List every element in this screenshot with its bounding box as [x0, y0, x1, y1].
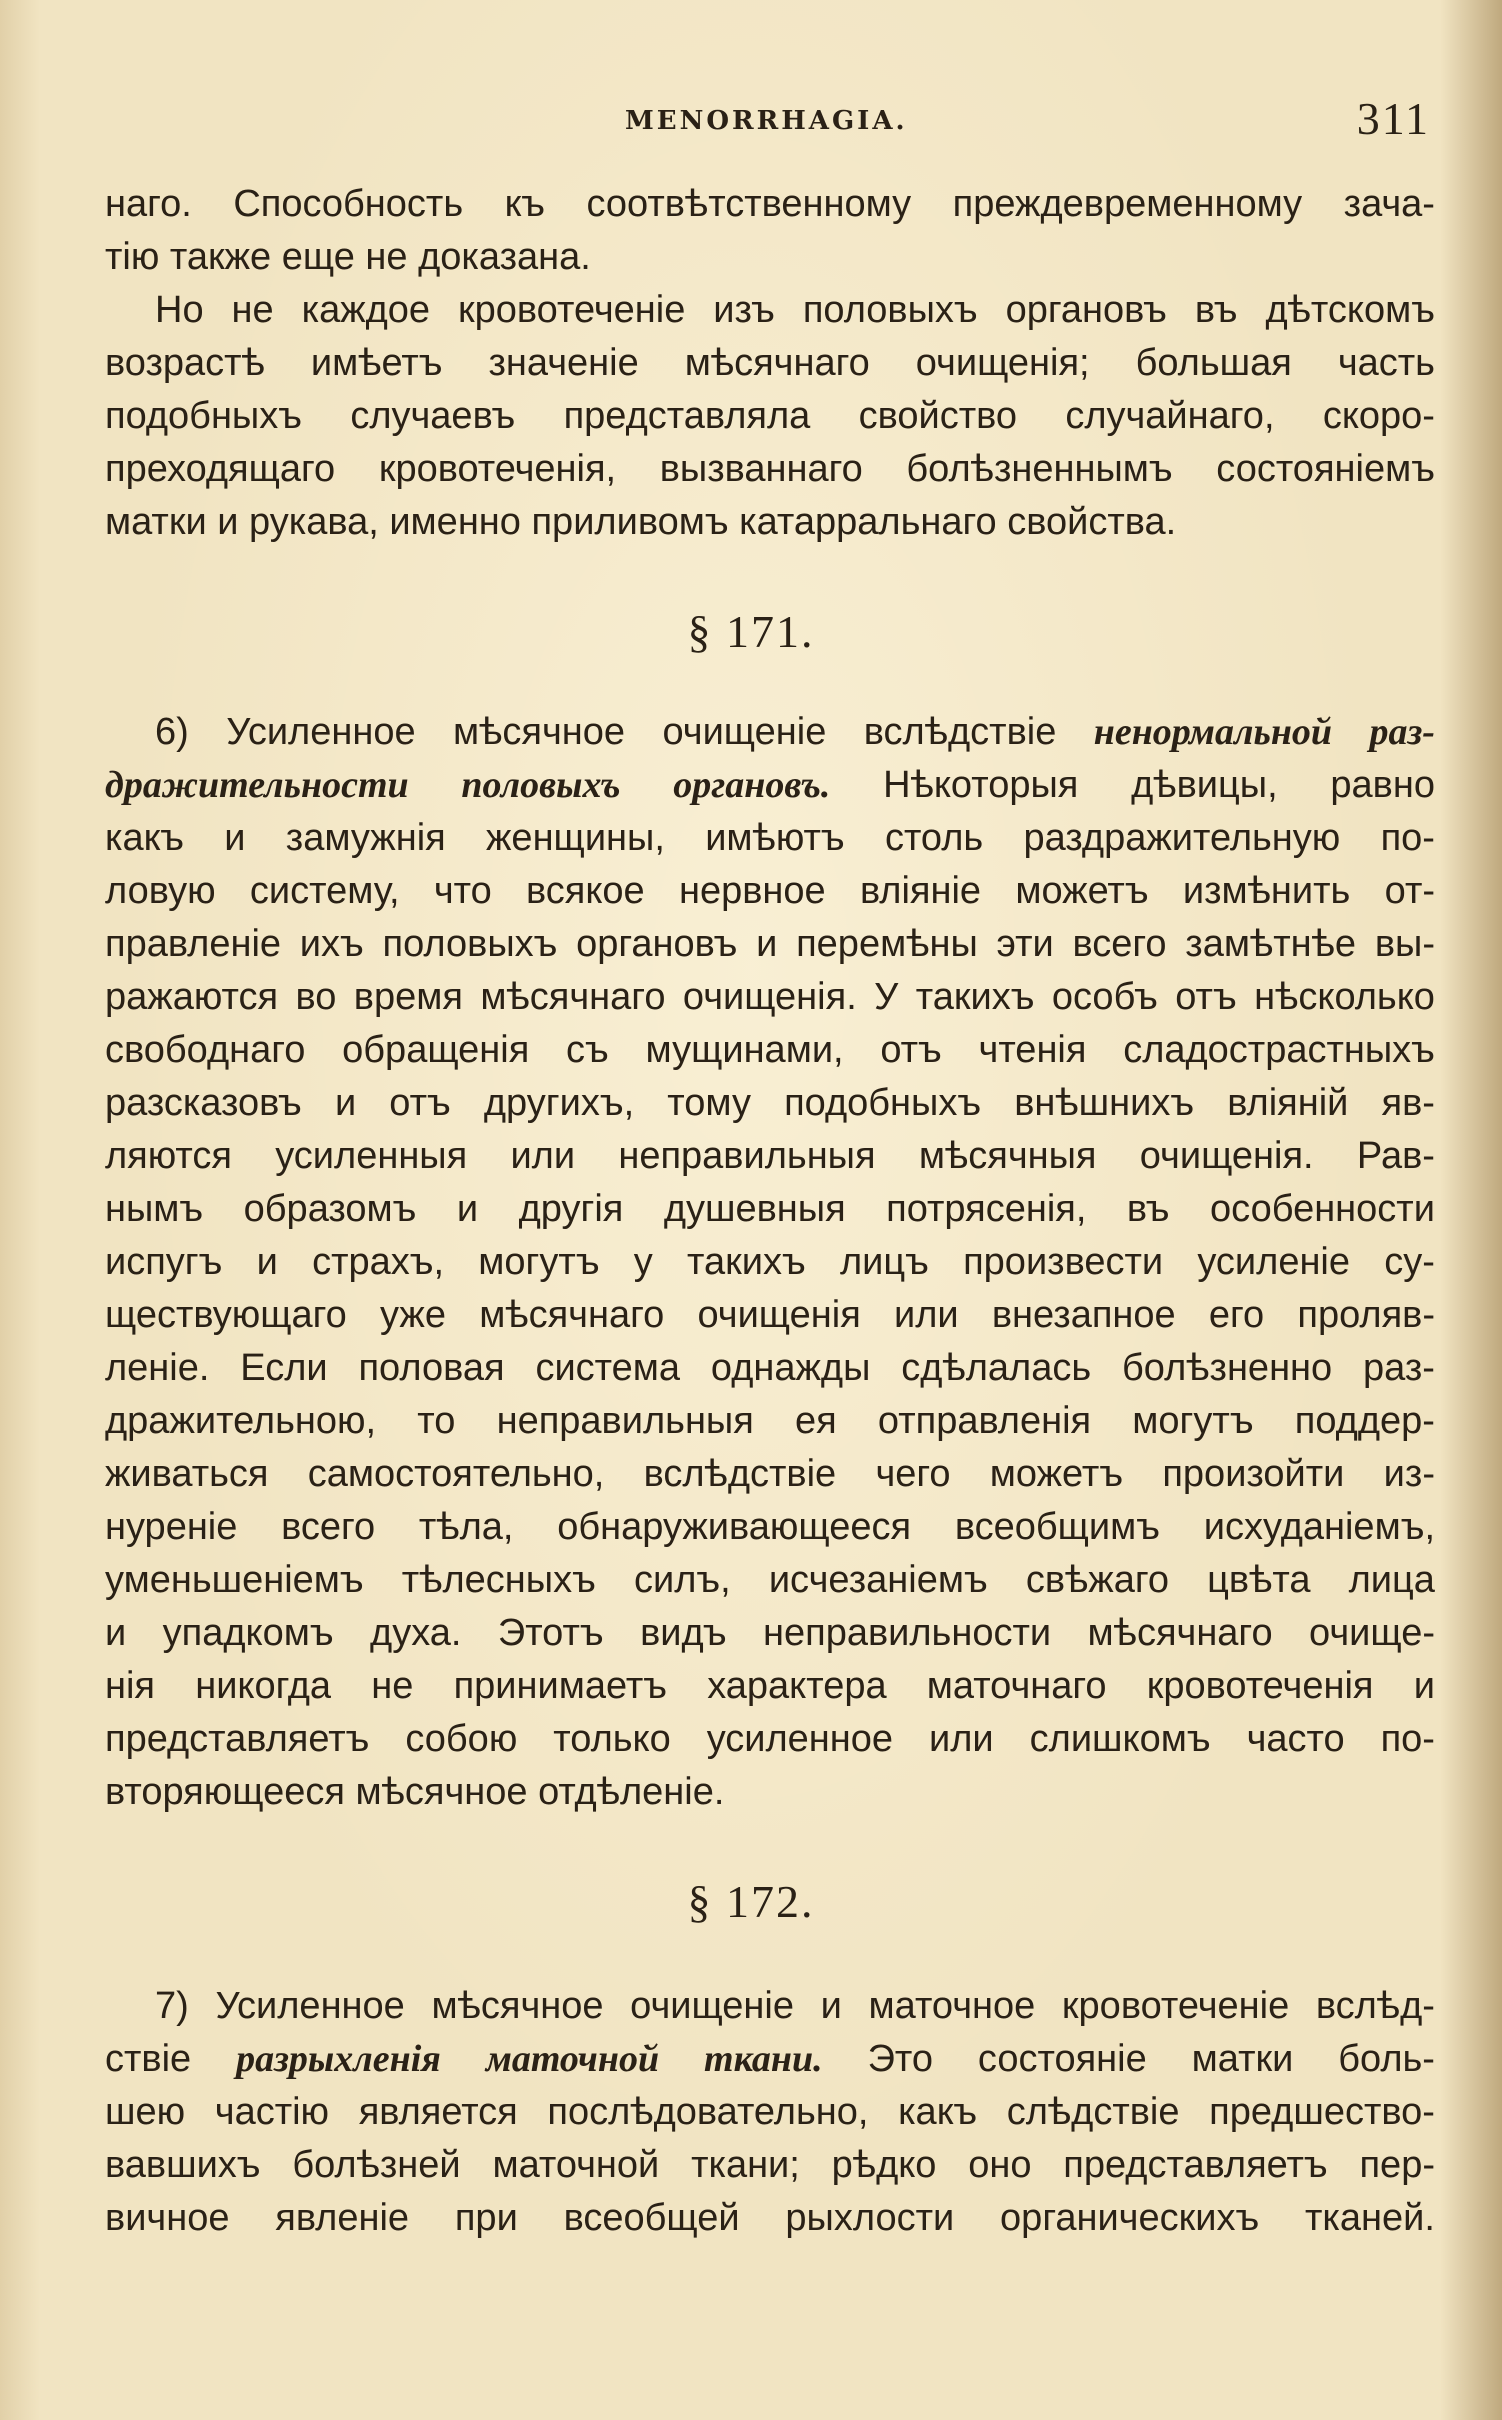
word: мѣсячныя [918, 1135, 1097, 1177]
text-line [105, 1289, 1435, 1342]
word: зача- [1343, 183, 1435, 225]
word: всего [1072, 923, 1167, 965]
word: скоро- [1322, 395, 1435, 437]
word: подобныхъ [105, 395, 302, 437]
word: яв- [1381, 1082, 1435, 1124]
word: лица [1348, 1559, 1435, 1601]
word: дѣтскомъ [1265, 289, 1435, 331]
word: явленіе [275, 2197, 410, 2239]
word: су- [1384, 1241, 1435, 1283]
word: особенности [1210, 1188, 1435, 1230]
text-line [105, 812, 1435, 865]
word: такихъ [915, 976, 1035, 1018]
text-line [105, 1077, 1435, 1130]
word: упадкомъ [162, 1612, 334, 1654]
word: ществующаго [105, 1294, 347, 1336]
word: Но [155, 289, 204, 331]
word: вліяній [1227, 1082, 1349, 1124]
word: вызваннаго [659, 448, 863, 490]
text-line [105, 2139, 1435, 2192]
word: систему, [249, 870, 400, 912]
word: всеобщей [563, 2197, 740, 2239]
paragraph-item-7 [105, 1980, 1435, 2245]
word: ловую [105, 870, 216, 912]
word: маточнаго [926, 1665, 1107, 1707]
word: большая [1135, 342, 1292, 384]
word: чтенія [978, 1029, 1087, 1071]
text-line: вторяющееся мѣсячное отдѣленіе. [105, 1771, 725, 1813]
word: леніе. [105, 1347, 210, 1389]
word: лицъ [839, 1241, 929, 1283]
word: отъ [1175, 976, 1237, 1018]
word: вичное [105, 2197, 230, 2239]
text-line [105, 1713, 1435, 1766]
word: не [371, 1665, 414, 1707]
running-header [105, 92, 1430, 152]
word: могутъ [478, 1241, 600, 1283]
word: кровотеченіе [1061, 1985, 1290, 2027]
word: Если [240, 1347, 328, 1389]
text-line [105, 1448, 1435, 1501]
text-line [105, 178, 1435, 231]
word: у [633, 1241, 653, 1283]
word: значеніе [488, 342, 639, 384]
word: духа. [370, 1612, 462, 1654]
word: и [105, 1612, 127, 1654]
word: послѣдовательно, [547, 2091, 869, 2133]
word: нуреніе [105, 1506, 238, 1548]
word: съ [566, 1029, 609, 1071]
word: неправильныя [496, 1400, 754, 1442]
word: половыхъ [382, 923, 558, 965]
text-line [105, 1660, 1435, 1713]
word: болѣзней [292, 2144, 461, 2186]
word: однажды [710, 1347, 871, 1389]
word: имѣетъ [310, 342, 443, 384]
word: образомъ [243, 1188, 417, 1230]
paragraph-continuation [105, 178, 1435, 284]
word: исчезаніемъ [768, 1559, 988, 1601]
word: его [1208, 1294, 1265, 1336]
word: къ [504, 183, 545, 225]
word: что [433, 870, 492, 912]
word: изъ [713, 289, 775, 331]
word: внезапное [991, 1294, 1176, 1336]
word: случайнаго, [1065, 395, 1275, 437]
word: только [553, 1718, 671, 1760]
word: страхъ, [312, 1241, 445, 1283]
word: предшество- [1209, 2091, 1435, 2133]
word: кровотеченія [1146, 1665, 1374, 1707]
word: ражаются [105, 976, 279, 1018]
word: мущинами, [645, 1029, 844, 1071]
word: вы- [1374, 923, 1435, 965]
word: другихъ, [483, 1082, 635, 1124]
text-line [105, 284, 1435, 337]
section-heading-171: § 171. [687, 606, 815, 657]
word: такихъ [687, 1241, 806, 1283]
word: маточное [868, 1985, 1036, 2027]
word: можетъ [989, 1453, 1124, 1495]
word: ткани; [691, 2144, 800, 2186]
text-line [105, 918, 1435, 971]
word: болѣзненно [1122, 1347, 1333, 1389]
word: раз- [1363, 1347, 1435, 1389]
word: видъ [640, 1612, 727, 1654]
word: дражительною, [105, 1400, 377, 1442]
text-line [105, 971, 1435, 1024]
word: рѣдко [831, 2144, 937, 2186]
word: могутъ [1132, 1400, 1254, 1442]
word: каждое [301, 289, 431, 331]
word: ляются [105, 1135, 232, 1177]
word: вслѣдствіе [643, 1453, 837, 1495]
word: сладострастныхъ [1123, 1029, 1435, 1071]
paragraph-childhood-bleeding [105, 284, 1435, 549]
word: преждевременному [952, 183, 1303, 225]
word: имѣютъ [705, 817, 845, 859]
word: очищенія [697, 1294, 861, 1336]
word: система [535, 1347, 681, 1389]
word: слѣдствіе [1006, 2091, 1180, 2133]
text-line [105, 865, 1435, 918]
word: разсказовъ [105, 1082, 302, 1124]
word: представляла [563, 395, 811, 437]
word: произойти [1162, 1453, 1345, 1495]
word: неправильныя [618, 1135, 876, 1177]
word: состояніемъ [1216, 448, 1435, 490]
text-line [105, 1183, 1435, 1236]
text-line [105, 1607, 1435, 1660]
word: органическихъ [1000, 2197, 1260, 2239]
word: нымъ [105, 1188, 204, 1230]
text-line: дражительности половыхъ органовъ. Нѣкоторыя дѣвицы, равно [105, 764, 1435, 806]
word: случаевъ [350, 395, 516, 437]
word: органовъ [576, 923, 738, 965]
word: соотвѣтственному [586, 183, 912, 225]
text-line [105, 337, 1435, 390]
text-line [105, 1342, 1435, 1395]
text-line [105, 2192, 1435, 2245]
word: и [756, 923, 778, 965]
text-line [105, 443, 1435, 496]
word: обращенія [342, 1029, 530, 1071]
word: Усиленное [215, 1985, 405, 2027]
word: потрясенія, [886, 1188, 1087, 1230]
word: из- [1383, 1453, 1435, 1495]
word: слишкомъ [1029, 1718, 1211, 1760]
text-line: 6) Усиленное мѣсячное очищеніе вслѣдствіе ненормальной раз- [155, 711, 1435, 753]
word: часто [1246, 1718, 1345, 1760]
word: маточной [492, 2144, 660, 2186]
word: органовъ [1005, 289, 1167, 331]
word: въ [1126, 1188, 1170, 1230]
word: и [1413, 1665, 1435, 1707]
word: Этотъ [497, 1612, 604, 1654]
word: или [929, 1718, 994, 1760]
word: мѣсячнаго [479, 1294, 665, 1336]
word: очищенія. [682, 976, 857, 1018]
word: подобныхъ [784, 1082, 982, 1124]
word: Рав- [1356, 1135, 1435, 1177]
word: свѣжаго [1025, 1559, 1170, 1601]
word: усиленіе [1197, 1241, 1351, 1283]
word: принимаетъ [453, 1665, 667, 1707]
word: замужнія [285, 817, 446, 859]
word: представляетъ [1063, 2144, 1328, 2186]
word: замѣтнѣе [1185, 923, 1357, 965]
word: усиленное [706, 1718, 894, 1760]
word: и [256, 1241, 278, 1283]
word: нервное [678, 870, 826, 912]
word: въ [1194, 289, 1238, 331]
word: болѣзненнымъ [906, 448, 1173, 490]
word: шею [105, 2091, 186, 2133]
text-line: матки и рукава, именно приливомъ катарральнаго свойства. [105, 501, 1177, 543]
word: чего [875, 1453, 951, 1495]
word: наго. [105, 183, 192, 225]
word: живаться [105, 1453, 269, 1495]
word: усиленныя [275, 1135, 468, 1177]
word: уменьшеніемъ [105, 1559, 364, 1601]
text-line: тію также еще не доказана. [105, 236, 591, 278]
word: эти [996, 923, 1054, 965]
text-line [105, 1554, 1435, 1607]
word: Способность [233, 183, 464, 225]
word: никогда [195, 1665, 332, 1707]
text-line: ствіе разрыхленія маточной ткани. Это состояніе матки боль- [105, 2038, 1435, 2080]
word: нѣсколько [1254, 976, 1435, 1018]
word: тому [667, 1082, 751, 1124]
word: преходящаго [105, 448, 336, 490]
word: раздражительную [1023, 817, 1341, 859]
word: или [510, 1135, 576, 1177]
word: силъ, [633, 1559, 731, 1601]
word: У [874, 976, 899, 1018]
word: правленіе [105, 923, 282, 965]
word: пер- [1359, 2144, 1435, 2186]
word: сдѣлалась [901, 1347, 1092, 1389]
word: вслѣд- [1315, 1985, 1435, 2027]
word: всего [281, 1506, 376, 1548]
word: часть [1337, 342, 1435, 384]
word: какъ [105, 817, 184, 859]
word: возрастѣ [105, 342, 265, 384]
word: уже [380, 1294, 446, 1336]
word: оно [968, 2144, 1032, 2186]
word: вавшихъ [105, 2144, 261, 2186]
word: собою [405, 1718, 518, 1760]
word: при [454, 2197, 518, 2239]
word: во [295, 976, 337, 1018]
word: кровотеченіе [458, 289, 686, 331]
word: всеобщимъ [954, 1506, 1160, 1548]
word: перемѣны [796, 923, 978, 965]
section-heading-172: § 172. [687, 1876, 815, 1927]
text-line [105, 390, 1435, 443]
word: и [820, 1985, 842, 2027]
word: рыхлости [785, 2197, 955, 2239]
text-line [105, 2086, 1435, 2139]
word: по- [1380, 1718, 1435, 1760]
word: можетъ [1015, 870, 1149, 912]
word: или [893, 1294, 959, 1336]
word: другія [518, 1188, 624, 1230]
word: неправильности [763, 1612, 1052, 1654]
word: 7) [155, 1985, 189, 2027]
word: кровотеченія, [378, 448, 617, 490]
word: мѣсячнаго [1087, 1612, 1273, 1654]
paragraph-item-6 [105, 706, 1435, 1819]
word: цвѣта [1207, 1559, 1311, 1601]
word: и [456, 1188, 479, 1230]
word: очищеніе [630, 1985, 794, 2027]
word: от- [1384, 870, 1435, 912]
word: мѣсячнаго [684, 342, 870, 384]
word: ея [795, 1400, 837, 1442]
word: отъ [880, 1029, 942, 1071]
word: обнаруживающееся [557, 1506, 912, 1548]
word: время [353, 976, 463, 1018]
word: какъ [898, 2091, 978, 2133]
word: половыхъ [802, 289, 978, 331]
word: тканей. [1305, 2197, 1435, 2239]
word: всякое [526, 870, 645, 912]
word: то [417, 1400, 456, 1442]
word: самостоятельно, [307, 1453, 605, 1495]
word: очищенія. [1139, 1135, 1314, 1177]
word: свойство [858, 395, 1017, 437]
word: особъ [1051, 976, 1158, 1018]
word: испугъ [105, 1241, 223, 1283]
word: нія [105, 1665, 156, 1707]
word: произвести [963, 1241, 1164, 1283]
word: отъ [389, 1082, 451, 1124]
running-title: MENORRHAGIA. [625, 106, 908, 136]
word: вліяніе [859, 870, 982, 912]
word: мѣсячнаго [480, 976, 666, 1018]
word: не [231, 289, 274, 331]
text-line [105, 1024, 1435, 1077]
word: душевныя [663, 1188, 846, 1230]
word: и [334, 1082, 357, 1124]
word: внѣшнихъ [1014, 1082, 1195, 1124]
word: мѣсячное [431, 1985, 604, 2027]
text-line [105, 1395, 1435, 1448]
word: представляетъ [105, 1718, 370, 1760]
word: столь [884, 817, 984, 859]
word: и [224, 817, 246, 859]
text-line [105, 1501, 1435, 1554]
word: поддер- [1294, 1400, 1435, 1442]
text-line [105, 1130, 1435, 1183]
word: ихъ [299, 923, 364, 965]
word: тѣла, [418, 1506, 514, 1548]
word: отправленія [877, 1400, 1092, 1442]
word: тѣлесныхъ [401, 1559, 596, 1601]
word: характера [707, 1665, 887, 1707]
text-line [105, 1980, 1435, 2033]
word: частію [214, 2091, 330, 2133]
word: свободнаго [105, 1029, 306, 1071]
word: очищенія; [915, 342, 1090, 384]
text-line [105, 1236, 1435, 1289]
word: очище- [1309, 1612, 1435, 1654]
word: по- [1380, 817, 1435, 859]
word: половая [358, 1347, 505, 1389]
word: женщины, [486, 817, 665, 859]
word: проляв- [1297, 1294, 1435, 1336]
word: является [358, 2091, 518, 2133]
word: измѣнить [1182, 870, 1351, 912]
page-number: 311 [1356, 93, 1430, 144]
word: исхуданіемъ, [1203, 1506, 1435, 1548]
